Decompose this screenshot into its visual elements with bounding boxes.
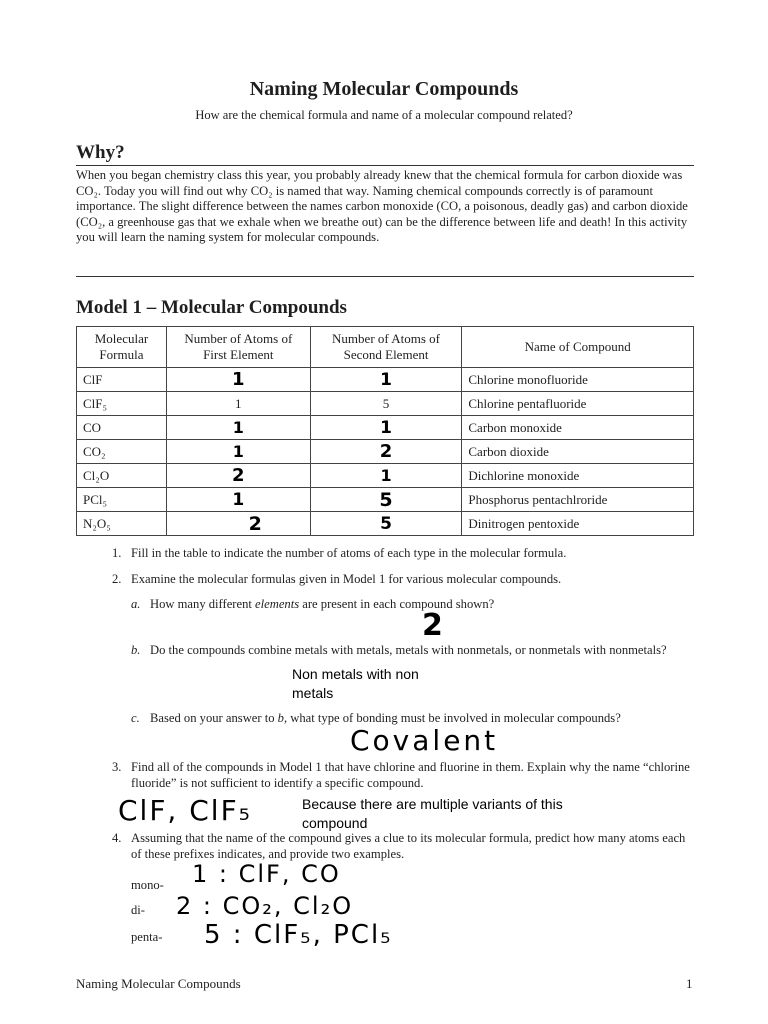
answer-3-typed[interactable]: Because there are multiple variants of this compound bbox=[302, 796, 563, 831]
second-count-cell: 1 bbox=[310, 416, 462, 440]
prefix-answer-handwritten: 5 : ClF₅, PCl₅ bbox=[204, 920, 393, 950]
first-count-cell: 1 bbox=[166, 488, 310, 512]
formula-cell: CO₂ bbox=[77, 440, 167, 464]
table-row bbox=[77, 416, 694, 440]
first-count-cell: 1 bbox=[166, 368, 310, 392]
column-header: Molecular Formula bbox=[77, 327, 167, 368]
answer-3-handwritten: ClF, ClF₅ bbox=[118, 794, 252, 827]
compound-name-cell: Chlorine monofluoride bbox=[462, 368, 694, 392]
question-3-text: Find all of the compounds in Model 1 that have chlorine and fluorine in them. Explain why the name “chlorine fluoride” is not sufficient to identify a specific compound. bbox=[131, 760, 690, 790]
prefix-answer-handwritten: 2 : CO₂, Cl₂O bbox=[176, 892, 354, 920]
formula-cell: Cl₂O bbox=[77, 464, 167, 488]
table-row bbox=[77, 488, 694, 512]
subquestion-letter: a. bbox=[131, 597, 141, 611]
subquestion-letter: b. bbox=[131, 643, 141, 657]
question-2c-text-before: Based on your answer to bbox=[150, 711, 278, 725]
table-row bbox=[77, 464, 694, 488]
question-2a-text-before: How many different bbox=[150, 597, 256, 611]
formula-cell: ClF₅ bbox=[77, 392, 167, 416]
question-2-text: Examine the molecular formulas given in Model 1 for various molecular compounds. bbox=[131, 572, 562, 586]
table-row bbox=[77, 512, 694, 536]
question-1-text: Fill in the table to indicate the number of atoms of each type in the molecular formula. bbox=[131, 546, 567, 560]
column-header: Name of Compound bbox=[462, 327, 694, 368]
formula-cell: N₂O₅ bbox=[77, 512, 167, 536]
divider bbox=[76, 165, 694, 166]
table-row bbox=[77, 440, 694, 464]
prefix-label: mono- bbox=[131, 878, 164, 892]
formula-cell: PCl₅ bbox=[77, 488, 167, 512]
page-number: 1 bbox=[686, 976, 693, 991]
question-4-text: Assuming that the name of the compound gives a clue to its molecular formula, predict how many atoms each of these prefixes indicates, and provide two examples. bbox=[131, 831, 686, 861]
table-row bbox=[77, 368, 694, 392]
compound-name-cell: Carbon monoxide bbox=[462, 416, 694, 440]
question-number: 1. bbox=[112, 546, 122, 560]
compounds-table bbox=[76, 326, 694, 536]
first-count-cell: 1 bbox=[166, 440, 310, 464]
first-count-cell: 2 bbox=[166, 464, 310, 488]
table-header-row bbox=[77, 327, 694, 368]
first-count-cell: 1 bbox=[166, 416, 310, 440]
why-text: When you began chemistry class this year, you probably already knew that the chemical formula for carbon dioxide was CO₂. Today you will find out why CO₂ is named that way. Naming chemical compounds correctly is of paramount importance. The slight difference between the names carbon monoxide (CO, a poisonous, deadly gas) and carbon dioxide (CO₂, a greenhouse gas that we exhale when we breathe out) can be the difference between life and death! In this activity you will learn the naming system for molecular compounds. bbox=[76, 168, 688, 245]
prefix-answer-handwritten: 1 : ClF, CO bbox=[192, 860, 341, 888]
first-count-cell: 2 bbox=[166, 512, 310, 536]
formula-cell: ClF bbox=[77, 368, 167, 392]
second-count-cell: 5 bbox=[310, 392, 462, 416]
column-header: Number of Atoms of Second Element bbox=[310, 327, 462, 368]
second-count-cell: 5 bbox=[310, 512, 462, 536]
compound-name-cell: Phosphorus pentachlroride bbox=[462, 488, 694, 512]
answer-2b-typed[interactable]: Non metals with non metals bbox=[292, 666, 419, 701]
compound-name-cell: Carbon dioxide bbox=[462, 440, 694, 464]
formula-cell: CO bbox=[77, 416, 167, 440]
page-subtitle: How are the chemical formula and name of a molecular compound related? bbox=[195, 108, 573, 122]
compound-name-cell: Dichlorine monoxide bbox=[462, 464, 694, 488]
compound-name-cell: Chlorine pentafluoride bbox=[462, 392, 694, 416]
answer-2a-handwritten: 2 bbox=[422, 608, 443, 643]
second-count-cell: 1 bbox=[310, 368, 462, 392]
second-count-cell: 1 bbox=[310, 464, 462, 488]
table-row bbox=[77, 392, 694, 416]
prefix-label: penta- bbox=[131, 930, 163, 944]
question-2a-text-em: elements bbox=[255, 597, 300, 611]
model-heading: Model 1 – Molecular Compounds bbox=[76, 297, 347, 318]
footer-title: Naming Molecular Compounds bbox=[76, 976, 241, 991]
question-2a-text-after: are present in each compound shown? bbox=[299, 597, 495, 611]
question-2c-text-em: b bbox=[277, 711, 284, 725]
page-title: Naming Molecular Compounds bbox=[249, 78, 519, 100]
question-2c-text-after: , what type of bonding must be involved in molecular compounds? bbox=[283, 711, 621, 725]
question-number: 4. bbox=[112, 831, 122, 845]
divider bbox=[76, 276, 694, 277]
question-2b-text: Do the compounds combine metals with metals, metals with nonmetals, or nonmetals with nonmetals? bbox=[150, 643, 667, 657]
why-heading: Why? bbox=[76, 142, 125, 163]
answer-2c-handwritten: Covalent bbox=[350, 724, 499, 757]
question-2a-text bbox=[150, 597, 690, 613]
question-number: 3. bbox=[112, 760, 122, 774]
question-number: 2. bbox=[112, 572, 122, 586]
first-count-cell: 1 bbox=[166, 392, 310, 416]
second-count-cell: 5 bbox=[310, 488, 462, 512]
compound-name-cell: Dinitrogen pentoxide bbox=[462, 512, 694, 536]
column-header: Number of Atoms of First Element bbox=[166, 327, 310, 368]
subquestion-letter: c. bbox=[131, 711, 140, 725]
second-count-cell: 2 bbox=[310, 440, 462, 464]
prefix-label: di- bbox=[131, 903, 145, 917]
